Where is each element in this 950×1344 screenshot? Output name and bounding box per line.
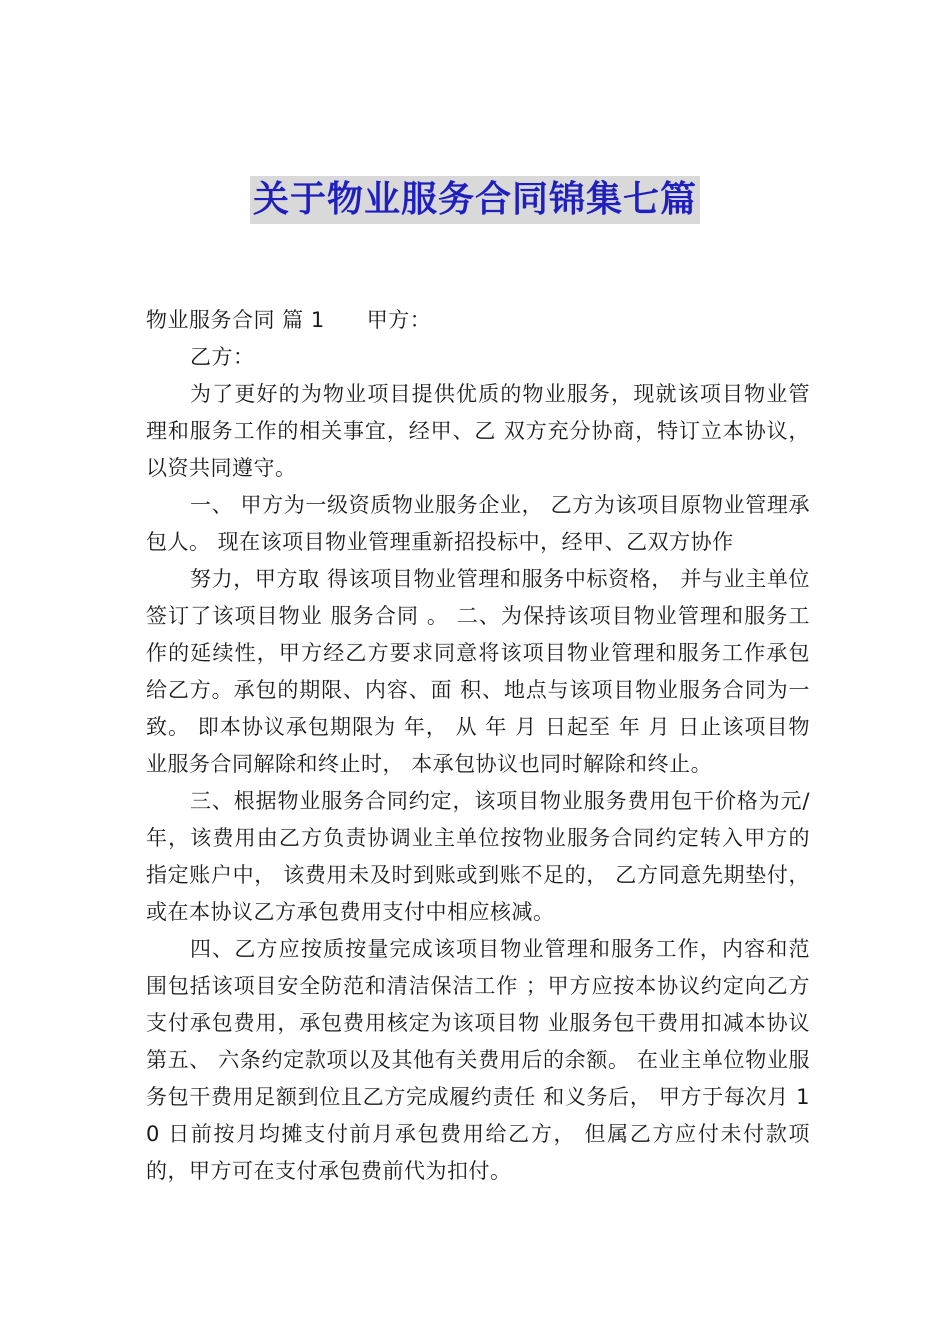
heading-line (146, 302, 810, 339)
paragraph-clause-4: 四、乙方应按质按量完成该项目物业管理和服务工作，内容和范围包括该项目安全防范和清洁保洁工作 ；甲方应按本协议约定向乙方支付承包费用，承包费用核定为该项目物 业服务包干费用扣减本协议第五、 六条约定款项以及其他有关费用后的余额。 在业主单位物业服务包干费用足额到位且乙方完成履约责任 和义务后， 甲方于每次月 10 日前按月均摊支付前月承包费用给乙方， 但属乙方应付未付款项的，甲方可在支付承包费前代为扣付。 (146, 937, 810, 1183)
paragraph-clause-1: 一、 甲方为一级资质物业服务企业， 乙方为该项目原物业管理承包人。 现在该项目物业管理重新招投标中，经甲、乙双方协作 (146, 493, 810, 554)
document-title: 关于物业服务合同锦集七篇 (250, 176, 700, 224)
party-a-label: 甲方： (366, 308, 432, 332)
document-body (146, 302, 810, 1190)
title-container (0, 176, 950, 224)
paragraph-clause-3: 三、根据物业服务合同约定，该项目物业服务费用包干价格为元/年，该费用由乙方负责协调业主单位按物业服务合同约定转入甲方的指定账户中， 该费用未及时到账或到账不足的， 乙方同意先期垫付， 或在本协议乙方承包费用支付中相应核减。 (146, 789, 810, 924)
paragraph-intro: 为了更好的为物业项目提供优质的物业服务，现就该项目物业管理和服务工作的相关事宜，经甲、乙 双方充分协商，特订立本协议，以资共同遵守。 (146, 382, 810, 480)
party-b-label: 乙方： (190, 345, 255, 369)
paragraph-clause-1-cont: 努力，甲方取 得该项目物业管理和服务中标资格， 并与业主单位签订了该项目物业 服务合同 。 二、为保持该项目物业管理和服务工作的延续性，甲方经乙方要求同意将该项目物业管理和服务工作承包给乙方。承包的期限、内容、面 积、地点与该项目物业服务合同为一致。 即本协议承包期限为 年， 从 年 月 日起至 年 月 日止该项目物业服务合同解除和终止时， 本承包协议也同时解除和终止。 (146, 567, 810, 776)
contract-heading: 物业服务合同 篇 1 (146, 308, 325, 332)
